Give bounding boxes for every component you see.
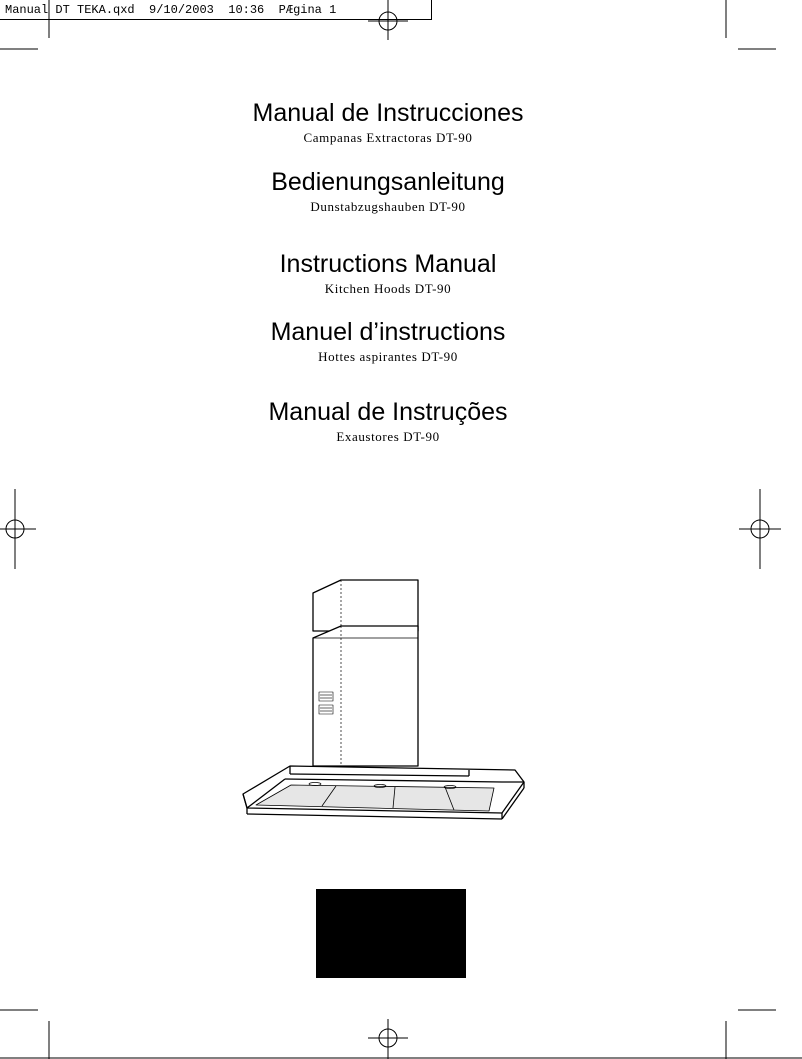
registration-mark-left xyxy=(0,489,36,569)
registration-mark-right xyxy=(739,489,781,569)
title-block-en xyxy=(0,249,776,297)
kitchen-hood-illustration xyxy=(240,575,530,845)
brand-logo xyxy=(316,889,466,978)
subtitle-pt: Exaustores DT-90 xyxy=(336,429,440,444)
registration-mark-bottom xyxy=(368,1019,408,1059)
registration-mark-top xyxy=(368,0,408,40)
title-es: Manual de Instrucciones xyxy=(252,99,524,127)
title-de: Bedienungsanleitung xyxy=(271,168,505,196)
slug-page: PÆgina 1 xyxy=(278,3,337,17)
title-fr: Manuel d’instructions xyxy=(270,318,506,346)
slug-date: 9/10/2003 xyxy=(149,3,214,17)
slug-filename: Manual DT TEKA.qxd xyxy=(5,3,135,17)
title-block-fr xyxy=(0,317,776,365)
title-en: Instructions Manual xyxy=(279,250,497,278)
title-block-de xyxy=(0,167,776,215)
title-pt: Manual de Instruções xyxy=(268,398,508,426)
title-block-pt xyxy=(0,397,776,445)
subtitle-es: Campanas Extractoras DT-90 xyxy=(303,130,473,145)
title-block-es xyxy=(0,98,776,146)
subtitle-de: Dunstabzugshauben DT-90 xyxy=(310,199,466,214)
slug-time: 10:36 xyxy=(228,3,265,17)
subtitle-fr: Hottes aspirantes DT-90 xyxy=(318,349,458,364)
subtitle-en: Kitchen Hoods DT-90 xyxy=(324,281,452,296)
